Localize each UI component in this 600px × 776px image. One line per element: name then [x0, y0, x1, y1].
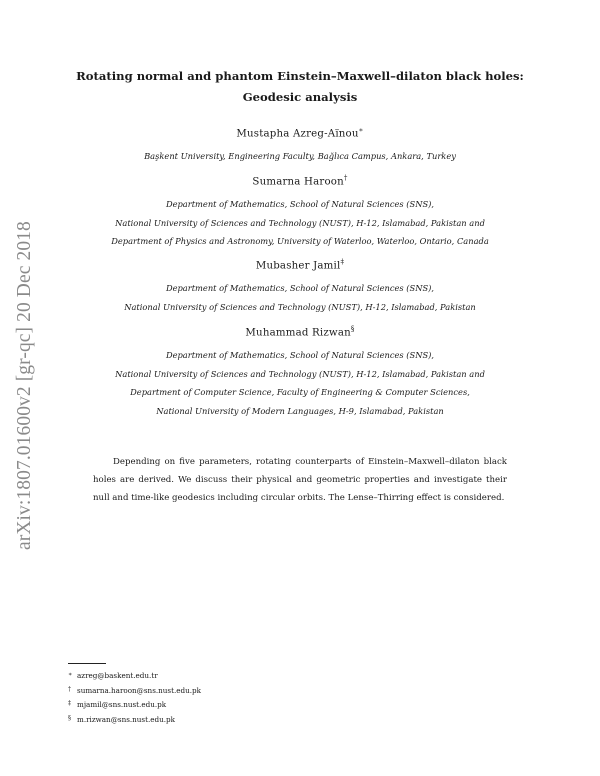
paper-title: Rotating normal and phantom Einstein–Maxwell–dilaton black holes: Geodesic analysis [76, 69, 524, 104]
abstract-text: Depending on five parameters, rotating counterparts of Einstein–Maxwell–dilaton black holes are derived. We discuss their physical and geometric properties and investigate their null and time-like geodesics including circular orbits. The Lense–Thirring effect is considered. [93, 457, 507, 503]
author-block-3 [60, 254, 540, 316]
affiliation-line: National University of Sciences and Technology (NUST), H-12, Islamabad, Pakistan [124, 301, 476, 312]
affiliation-line: Department of Physics and Astronomy, University of Waterloo, Waterloo, Ontario, Canada [111, 236, 489, 247]
author-name-line [60, 321, 540, 341]
author-name: Mustapha Azreg-Aïnou [236, 128, 359, 140]
footnote-item [68, 683, 201, 698]
author-name: Muhammad Rizwan [245, 327, 351, 339]
author-block-1 [60, 122, 540, 166]
footnote-mark: † [68, 685, 71, 693]
affiliation-line: National University of Modern Languages, H-9, Islamabad, Pakistan [156, 405, 444, 416]
footnote-item [68, 668, 201, 683]
footnote-item [68, 697, 201, 712]
arxiv-identifier: arXiv:1807.01600v2 [gr-qc] 20 Dec 2018 [14, 221, 35, 550]
footnote-mark: ‡ [68, 700, 71, 707]
author-footnote-mark: ∗ [358, 126, 364, 134]
affiliation-line: Department of Mathematics, School of Natural Sciences (SNS), [165, 199, 435, 210]
author-name: Mubasher Jamil [255, 260, 341, 272]
footnote-email[interactable]: azreg@baskent.edu.tr [77, 671, 158, 680]
affiliation-line: Başkent University, Engineering Faculty, Bağlıca Campus, Ankara, Turkey [144, 151, 456, 162]
author-footnote-mark: † [343, 174, 348, 182]
footnotes [68, 668, 201, 726]
author-block-4 [60, 321, 540, 420]
footnote-item [68, 712, 201, 727]
affiliation-line: Department of Mathematics, School of Natural Sciences (SNS), [165, 283, 435, 294]
author-name-line [60, 170, 540, 190]
footnote-mark: ∗ [68, 671, 73, 678]
author-block-2 [60, 170, 540, 251]
footnote-mark: § [68, 714, 71, 722]
footnote-email[interactable]: m.rizwan@sns.nust.edu.pk [77, 714, 176, 724]
affiliation-line: National University of Sciences and Technology (NUST), H-12, Islamabad, Pakistan and [115, 217, 485, 228]
footnote-email[interactable]: mjamil@sns.nust.edu.pk [77, 700, 167, 709]
author-name-line [60, 254, 540, 274]
author-name-line [60, 122, 540, 142]
affiliation-line: National University of Sciences and Technology (NUST), H-12, Islamabad, Pakistan and [115, 368, 485, 379]
author-footnote-mark: § [350, 325, 355, 333]
affiliation-line: Department of Computer Science, Faculty of Engineering & Computer Sciences, [130, 387, 470, 398]
author-footnote-mark: ‡ [340, 258, 345, 266]
author-name: Sumarna Haroon [252, 176, 344, 188]
footnote-divider [68, 663, 106, 664]
affiliation-line: Department of Mathematics, School of Natural Sciences (SNS), [165, 350, 435, 361]
footnote-email[interactable]: sumarna.haroon@sns.nust.edu.pk [77, 685, 202, 695]
abstract [93, 453, 507, 507]
